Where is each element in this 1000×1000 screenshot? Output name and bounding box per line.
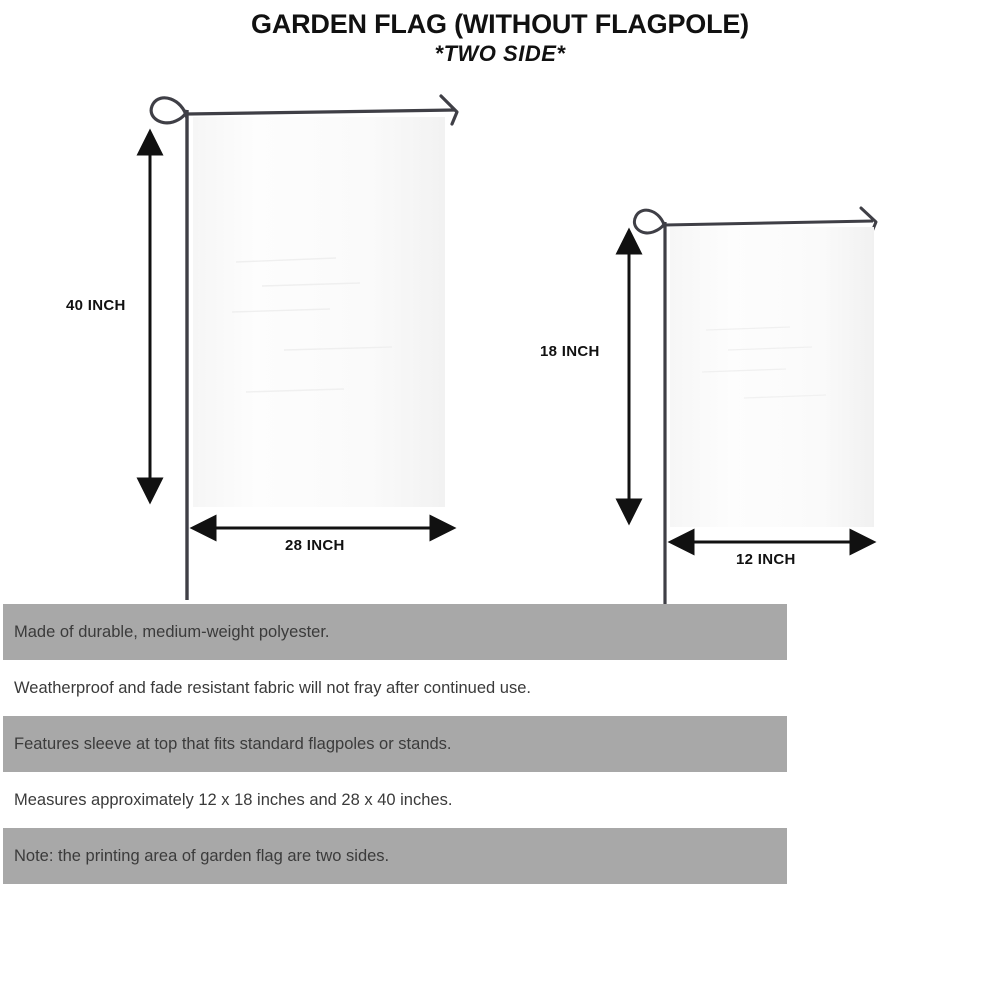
list-item: [3, 604, 787, 660]
feature-text: Note: the printing area of garden flag are two sides.: [14, 846, 390, 865]
list-item: [3, 772, 787, 828]
large-flag-height-label: 40 INCH: [66, 297, 126, 314]
large-flag-width-label: 28 INCH: [285, 537, 345, 554]
small-flag-width-label: 12 INCH: [736, 551, 796, 568]
feature-text: Weatherproof and fade resistant fabric will not fray after continued use.: [14, 678, 531, 697]
small-flag-pole-loop: [634, 210, 665, 233]
feature-text: Made of durable, medium-weight polyester.: [14, 622, 330, 641]
large-flag-top-arm: [187, 110, 455, 114]
page-subtitle: *TWO SIDE*: [434, 41, 566, 66]
feature-list: [3, 604, 787, 884]
large-flag-fabric: [193, 117, 445, 507]
page-title: GARDEN FLAG (WITHOUT FLAGPOLE): [251, 9, 749, 39]
list-item: [3, 716, 787, 772]
list-item: [3, 828, 787, 884]
list-item: [3, 660, 787, 716]
small-flag-top-arm: [665, 221, 873, 225]
feature-text: Measures approximately 12 x 18 inches and 28 x 40 inches.: [14, 790, 453, 809]
small-flag-fabric: [670, 227, 874, 527]
large-flag-pole-loop: [151, 98, 187, 123]
large-flag-group: [150, 96, 457, 600]
feature-text: Features sleeve at top that fits standard flagpoles or stands.: [14, 734, 452, 753]
small-flag-height-label: 18 INCH: [540, 343, 600, 360]
